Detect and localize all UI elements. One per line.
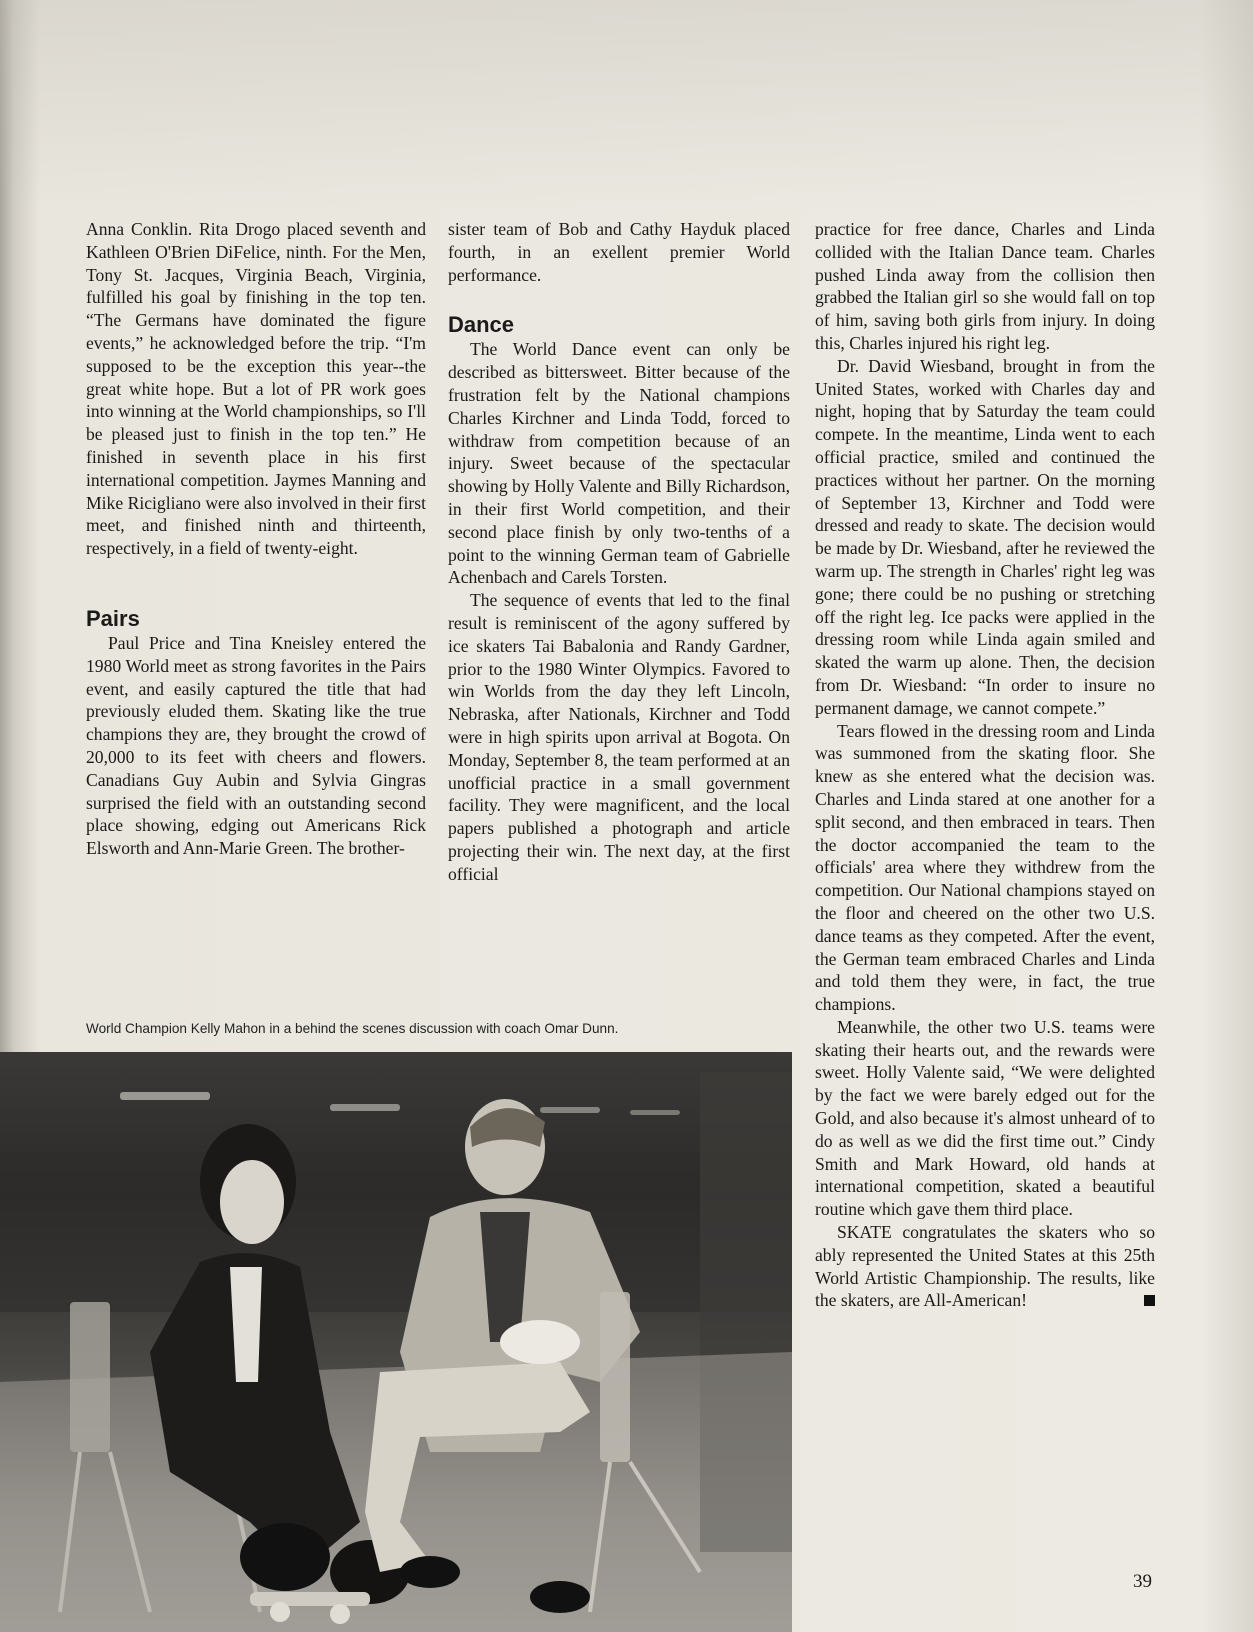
paragraph: sister team of Bob and Cathy Hayduk placed fourth, in an exellent premier World performance. bbox=[448, 219, 790, 285]
paragraph: Anna Conklin. Rita Drogo placed seventh and Kathleen O'Brien DiFelice, ninth. For the Men, Tony St. Jacques, Virginia Beach, Virginia, fulfilled his goal by finishing in the top ten. “The Germans have dominated the figure events,” he acknowledged before the trip. “I'm supposed to be the exception this year--the great white hope. But a lot of PR work goes into winning at the World championships, so I'll be pleased just to finish in the top ten.” He finished in seventh place in his first international competition. Jaymes Manning and Mike Ricigliano were also involved in their first meet, and finished ninth and thirteenth, respectively, in a field of twenty-eight. bbox=[86, 219, 426, 559]
section-heading-pairs: Pairs bbox=[86, 605, 140, 631]
page-number: 39 bbox=[1133, 1571, 1152, 1592]
paragraph bbox=[815, 1221, 1155, 1312]
paragraph: Dr. David Wiesband, brought in from the United States, worked with Charles day and night, hoping that by Saturday the team could compete. In the meantime, Linda went to each official practice, smiled and continued the practices without her partner. On the morning of September 13, Kirchner and Todd were dressed and ready to skate. The decision would be made by Dr. Wiesband, after he reviewed the warm up. The strength in Charles' right leg was gone; there could be no pushing or stretching off the right leg. Ice packs were applied in the dressing room while Linda again smiled and skated the warm up alone. Then, the decision from Dr. Wiesband: “In order to insure no permanent damage, we cannot compete.” bbox=[815, 355, 1155, 718]
paragraph: practice for free dance, Charles and Linda collided with the Italian Dance team. Charles pushed Linda away from the collision then grabbed the Italian girl so she would fall on top of him, saving both girls from injury. In doing this, Charles injured his right leg. bbox=[815, 219, 1155, 353]
photo-skater-and-coach bbox=[0, 1052, 792, 1632]
photo-illustration bbox=[0, 1052, 792, 1632]
text-column-1 bbox=[86, 218, 426, 860]
photo-caption: World Champion Kelly Mahon in a behind the scenes discussion with coach Omar Dunn. bbox=[86, 1021, 619, 1036]
paragraph: Tears flowed in the dressing room and Linda was summoned from the skating floor. She knew as she entered what the decision was. Charles and Linda stared at one another for a split second, and then embraced in tears. Then the doctor accompanied the team to the officials' area where they withdrew from the competition. Our National champions stayed on the floor and cheered on the other two U.S. dance teams as they competed. After the event, the German team embraced Charles and Linda and told them they were, in fact, the true champions. bbox=[815, 720, 1155, 1015]
show-through-bleed bbox=[0, 0, 1253, 210]
paragraph: The sequence of events that led to the final result is reminiscent of the agony suffered by ice skaters Tai Babalonia and Randy Gardner, prior to the 1980 Winter Olympics. Favored to win Worlds from the day they left Lincoln, Nebraska, after Nationals, Kirchner and Todd were in high spirits upon arrival at Bogota. On Monday, September 8, the team performed at an unofficial practice in a small government facility. They were magnificent, and the local papers published a photograph and article projecting their win. The next day, at the first official bbox=[448, 590, 790, 884]
paragraph: Paul Price and Tina Kneisley entered the 1980 World meet as strong favorites in the Pairs event, and easily captured the title that had previously eluded them. Skating like the true champions they are, they brought the crowd of 20,000 to its feet with cheers and flowers. Canadians Guy Aubin and Sylvia Gingras surprised the field with an outstanding second place showing, edging out Americans Rick Elsworth and Ann-Marie Green. The brother- bbox=[86, 632, 426, 859]
paragraph: The World Dance event can only be described as bittersweet. Bitter because of the frustration felt by the National champions Charles Kirchner and Linda Todd, forced to withdraw from competition because of an injury. Sweet because of the spectacular showing by Holly Valente and Billy Richardson, in their first World competition, and their second place finish by only two-tenths of a point to the winning German team of Gabrielle Achenbach and Carels Torsten. bbox=[448, 339, 790, 588]
text-column-3 bbox=[815, 218, 1155, 1312]
section-heading-dance: Dance bbox=[448, 312, 515, 338]
end-of-article-mark bbox=[1144, 1295, 1155, 1306]
paragraph-text: SKATE congratulates the skaters who so ably represented the United States at this 25th World Artistic Championship. The results, like the skaters, are All-American! bbox=[815, 1222, 1155, 1311]
paragraph: Meanwhile, the other two U.S. teams were skating their hearts out, and the rewards were sweet. Holly Valente said, “We were delighted by the fact we were barely edged out for the Gold, and also because it's almost unheard of to do as well as we did the first time out.” Cindy Smith and Mark Howard, old hands at international competition, skated a beautiful routine which gave them third place. bbox=[815, 1016, 1155, 1220]
text-column-2 bbox=[448, 218, 790, 886]
